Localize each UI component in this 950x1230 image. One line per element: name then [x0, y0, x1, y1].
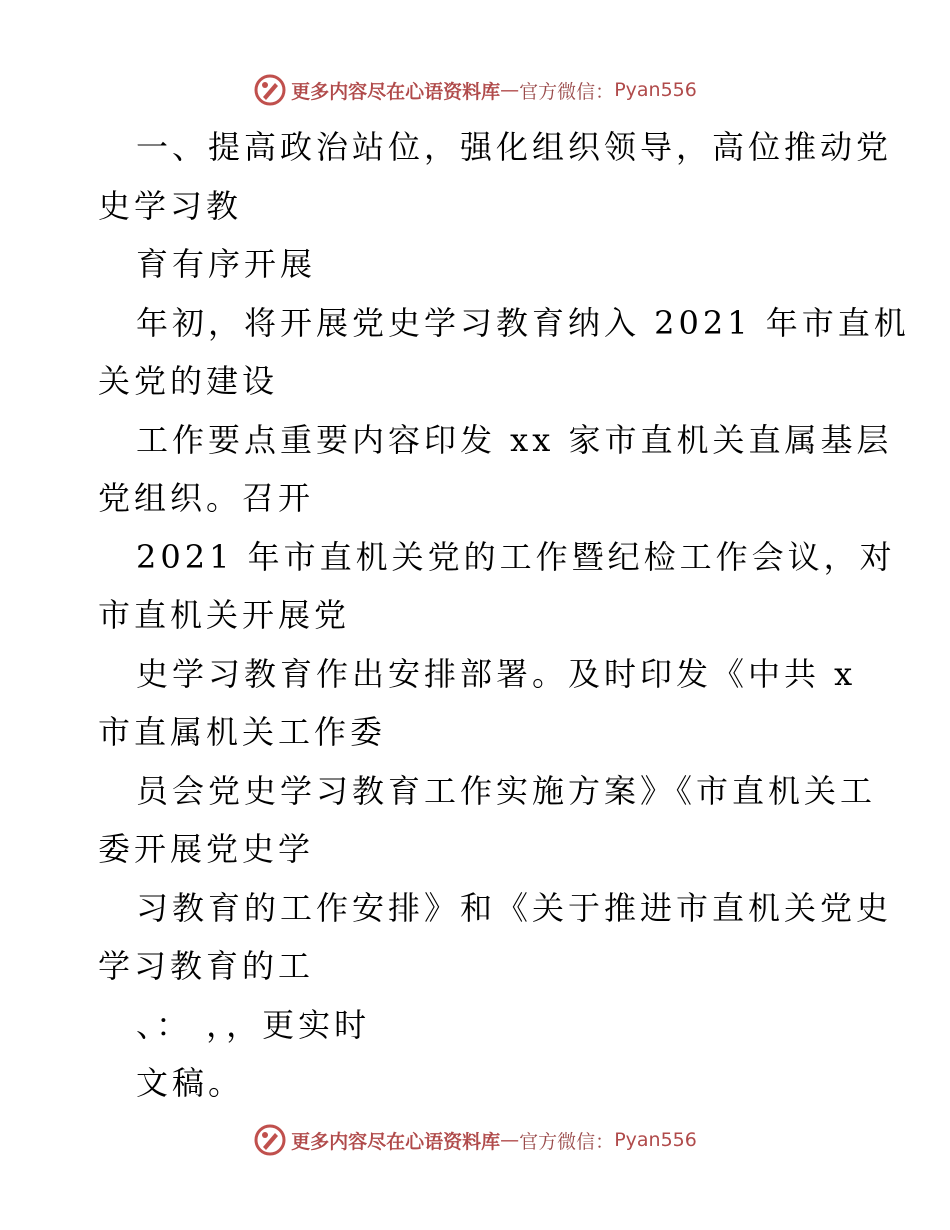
document-line: 党组织。召开 [98, 479, 315, 517]
document-line: 一、提高政治站位，强化组织领导，高位推动党 [136, 128, 893, 166]
document-line: 委开展党史学 [98, 830, 315, 868]
banner-brand-text: 更多内容尽在心语资料库 [291, 80, 501, 103]
banner-contact-label: 官方微信： [519, 1130, 615, 1153]
document-line: 学习教育的工 [98, 947, 315, 985]
document-line: 员会党史学习教育工作实施方案》《市直机关工 [136, 771, 877, 810]
banner-contact-label: 官方微信： [519, 80, 615, 103]
banner-contact-id: Pyan556 [614, 1129, 697, 1151]
footer-watermark-banner [0, 1120, 950, 1160]
brand-logo-icon [253, 73, 287, 107]
brand-logo-icon [253, 1123, 287, 1157]
document-body [98, 118, 910, 1113]
banner-dash: — [500, 1129, 520, 1151]
banner-brand-text: 更多内容尽在心语资料库 [291, 1130, 501, 1153]
document-line: 习教育的工作安排》和《关于推进市直机关党史 [136, 888, 893, 927]
document-line: 、： ，，更实时 [136, 1005, 371, 1044]
document-line: 文稿。 [136, 1064, 245, 1102]
document-line: 年初，将开展党史学习教育纳入 2021 年市直机 [136, 303, 910, 342]
document-line: 关党的建设 [98, 362, 279, 400]
banner-contact-id: Pyan556 [614, 79, 697, 101]
header-watermark-banner [0, 70, 950, 110]
document-line: 史学习教 [98, 186, 243, 225]
document-line: 育有序开展 [136, 245, 317, 283]
document-line: 史学习教育作出安排部署。及时印发《中共 x [136, 654, 857, 693]
document-line: 2021 年市直机关党的工作暨纪检工作会议，对 [136, 537, 896, 576]
document-line: 市直属机关工作委 [98, 713, 387, 751]
document-line: 工作要点重要内容印发 xx 家市直机关直属基层 [136, 420, 893, 459]
document-line: 市直机关开展党 [98, 596, 351, 634]
banner-dash: — [500, 79, 520, 101]
